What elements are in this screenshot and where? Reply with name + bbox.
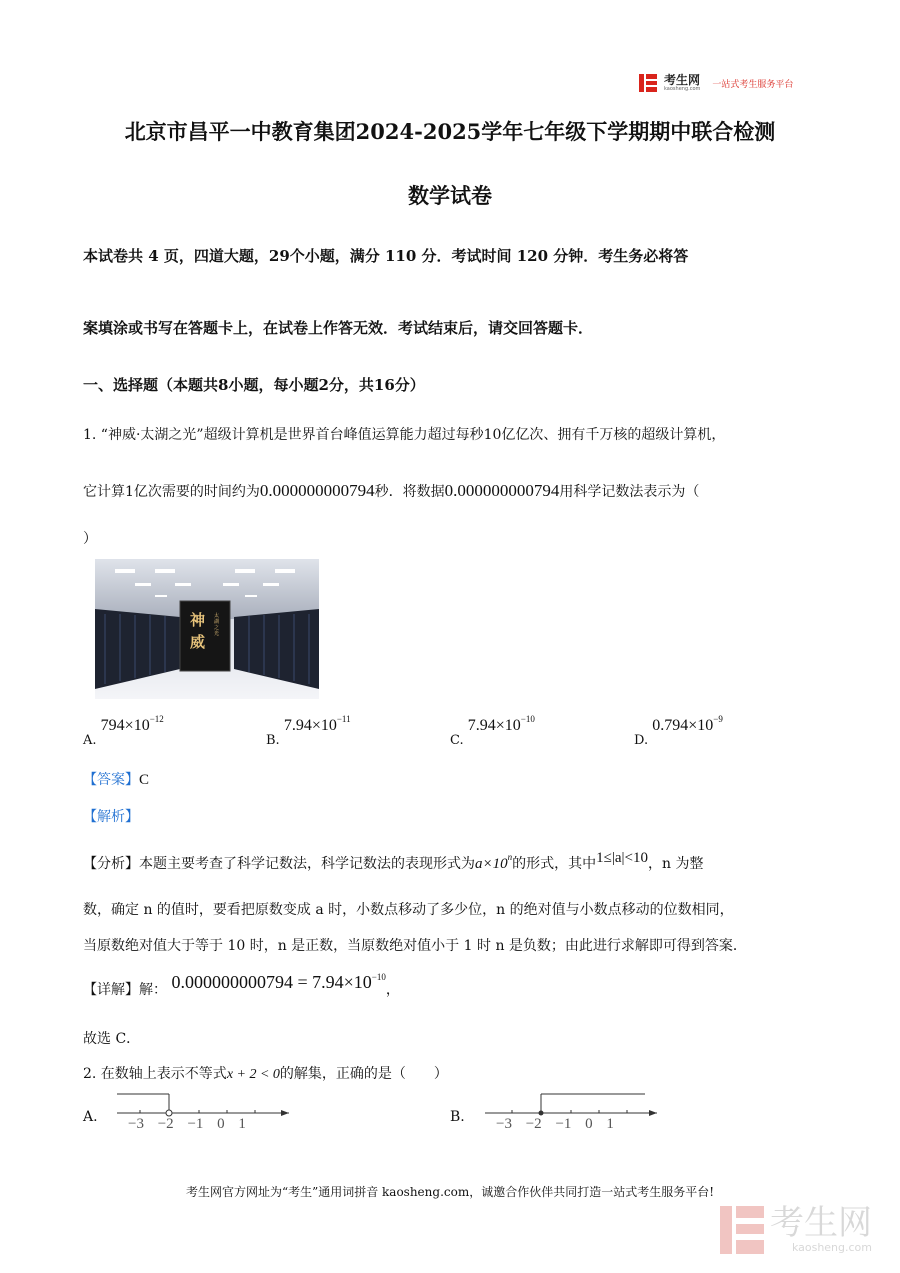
q2-inequality: x + 2 < 0 <box>226 1067 280 1082</box>
q1-line-3: ） <box>83 531 97 547</box>
supercomputer-image <box>95 559 319 699</box>
fenxi-line-1 <box>83 850 703 873</box>
option-letter: B. <box>266 733 280 748</box>
tick-label: 1 <box>238 1116 246 1132</box>
image-small-caption: 太湖之光 <box>214 613 220 637</box>
watermark-brand: 考生网 <box>770 1203 872 1243</box>
q1-option-d <box>634 714 723 748</box>
tick-label: −2 <box>525 1116 542 1132</box>
q2-text-a: 2. 在数轴上表示不等式 <box>83 1066 227 1082</box>
intro-line-1: 本试卷共 4 页，四道大题，29个小题，满分 110 分．考试时间 120 分钟．考生务必将答 <box>83 247 689 265</box>
option-value: 7.94×10 <box>467 717 521 734</box>
q1-line-1: 1. “神威·太湖之光”超级计算机是世界首台峰值运算能力超过每秒10亿亿次、拥有千万核的超级计算机， <box>83 427 726 443</box>
kaosheng-logo-icon <box>638 72 658 94</box>
option-exponent: −12 <box>149 714 164 724</box>
detail-text: 解： <box>139 982 167 998</box>
q1-text-b: 秒．将数据 <box>374 484 445 500</box>
option-exponent: −9 <box>713 714 723 724</box>
fenxi-exponent: n <box>507 852 513 862</box>
fenxi-label: 【分析】 <box>83 856 139 872</box>
detail-row <box>83 972 400 999</box>
option-exponent: −11 <box>336 714 351 724</box>
tick-label: 0 <box>217 1116 225 1132</box>
q1-option-a <box>83 714 164 748</box>
logo-domain: kaosheng.com <box>664 86 701 92</box>
option-letter: C. <box>450 733 464 748</box>
detail-exponent: −10 <box>371 972 386 982</box>
q1-number-2: 0.000000000794 <box>444 481 560 500</box>
logo-slogan: 一站式考生服务平台 <box>712 79 794 90</box>
detail-formula: 0.000000000794 = 7.94×10 <box>171 972 372 992</box>
tick-label: −1 <box>555 1116 572 1132</box>
option-value: 0.794×10 <box>652 717 714 734</box>
watermark-logo <box>720 1205 872 1254</box>
conclusion: 故选 C． <box>83 1031 141 1047</box>
q1-text-c: 用科学记数法表示为（ <box>559 484 700 500</box>
q1-option-b <box>266 714 351 748</box>
tick-label: −1 <box>187 1116 204 1132</box>
page-subtitle: 数学试卷 <box>408 183 492 208</box>
q2-line <box>83 1063 448 1083</box>
tick-label: −2 <box>157 1116 174 1132</box>
answer-value: C <box>139 772 150 788</box>
tick-label: 0 <box>585 1116 593 1132</box>
q2-option-a-label: A. <box>83 1109 98 1125</box>
watermark-domain: kaosheng.com <box>791 1241 872 1254</box>
fenxi-text-b: 的形式，其中 <box>512 856 597 872</box>
header-logo <box>638 72 793 94</box>
page-footer: 考生网官方网址为“考生”通用词拼音 kaosheng.com，诚邀合作伙伴共同打造一站式考生服务平台! <box>185 1185 715 1199</box>
answer-row <box>83 769 149 789</box>
q2-option-b-label: B. <box>450 1109 465 1125</box>
fenxi-text-c: ，n 为整 <box>647 856 704 872</box>
tick-label: −3 <box>496 1116 512 1132</box>
tick-label: 1 <box>606 1116 614 1132</box>
fenxi-formula: a×10 <box>475 856 508 872</box>
q1-option-c <box>450 714 535 748</box>
q1-text-a: 它计算1亿次需要的时间约为 <box>83 484 260 500</box>
image-caption: 神威 <box>190 611 206 651</box>
option-exponent: −10 <box>520 714 535 724</box>
page-title: 北京市昌平一中教育集团2024-2025学年七年级下学期期中联合检测 <box>124 119 776 144</box>
option-value: 794×10 <box>100 717 150 734</box>
analysis-label: 【解析】 <box>83 809 139 825</box>
intro-line-2: 案填涂或书写在答题卡上，在试卷上作答无效．考试结束后，请交回答题卡． <box>83 319 594 337</box>
option-letter: A. <box>83 733 97 748</box>
fenxi-condition: 1≤|a|<10 <box>596 850 648 866</box>
section-heading: 一、选择题（本题共8小题，每小题2分，共16分） <box>83 376 425 394</box>
option-value: 7.94×10 <box>283 717 337 734</box>
logo-brand: 考生网 <box>664 73 701 87</box>
option-letter: D. <box>634 733 649 748</box>
fenxi-line-2: 数，确定 n 的值时，要看把原数变成 a 时，小数点移动了多少位，n 的绝对值与小数点移动的位数相同， <box>83 902 734 918</box>
detail-punct: ， <box>385 982 400 998</box>
fenxi-text-a: 本题主要考查了科学记数法，科学记数法的表现形式为 <box>139 856 475 872</box>
q1-number: 0.000000000794 <box>259 481 375 500</box>
number-line-b-ticks <box>496 1116 614 1133</box>
fenxi-line-3: 当原数绝对值大于等于 10 时，n 是正数，当原数绝对值小于 1 时 n 是负数；由此进行求解即可得到答案． <box>83 938 747 954</box>
q1-line-2 <box>83 481 699 501</box>
watermark-icon <box>720 1206 764 1254</box>
tick-label: −3 <box>128 1116 144 1132</box>
number-line-a-ticks <box>128 1116 246 1133</box>
q2-text-b: 的解集，正确的是（ ） <box>279 1066 448 1082</box>
detail-label: 【详解】 <box>83 982 139 998</box>
answer-label: 【答案】 <box>83 772 139 788</box>
